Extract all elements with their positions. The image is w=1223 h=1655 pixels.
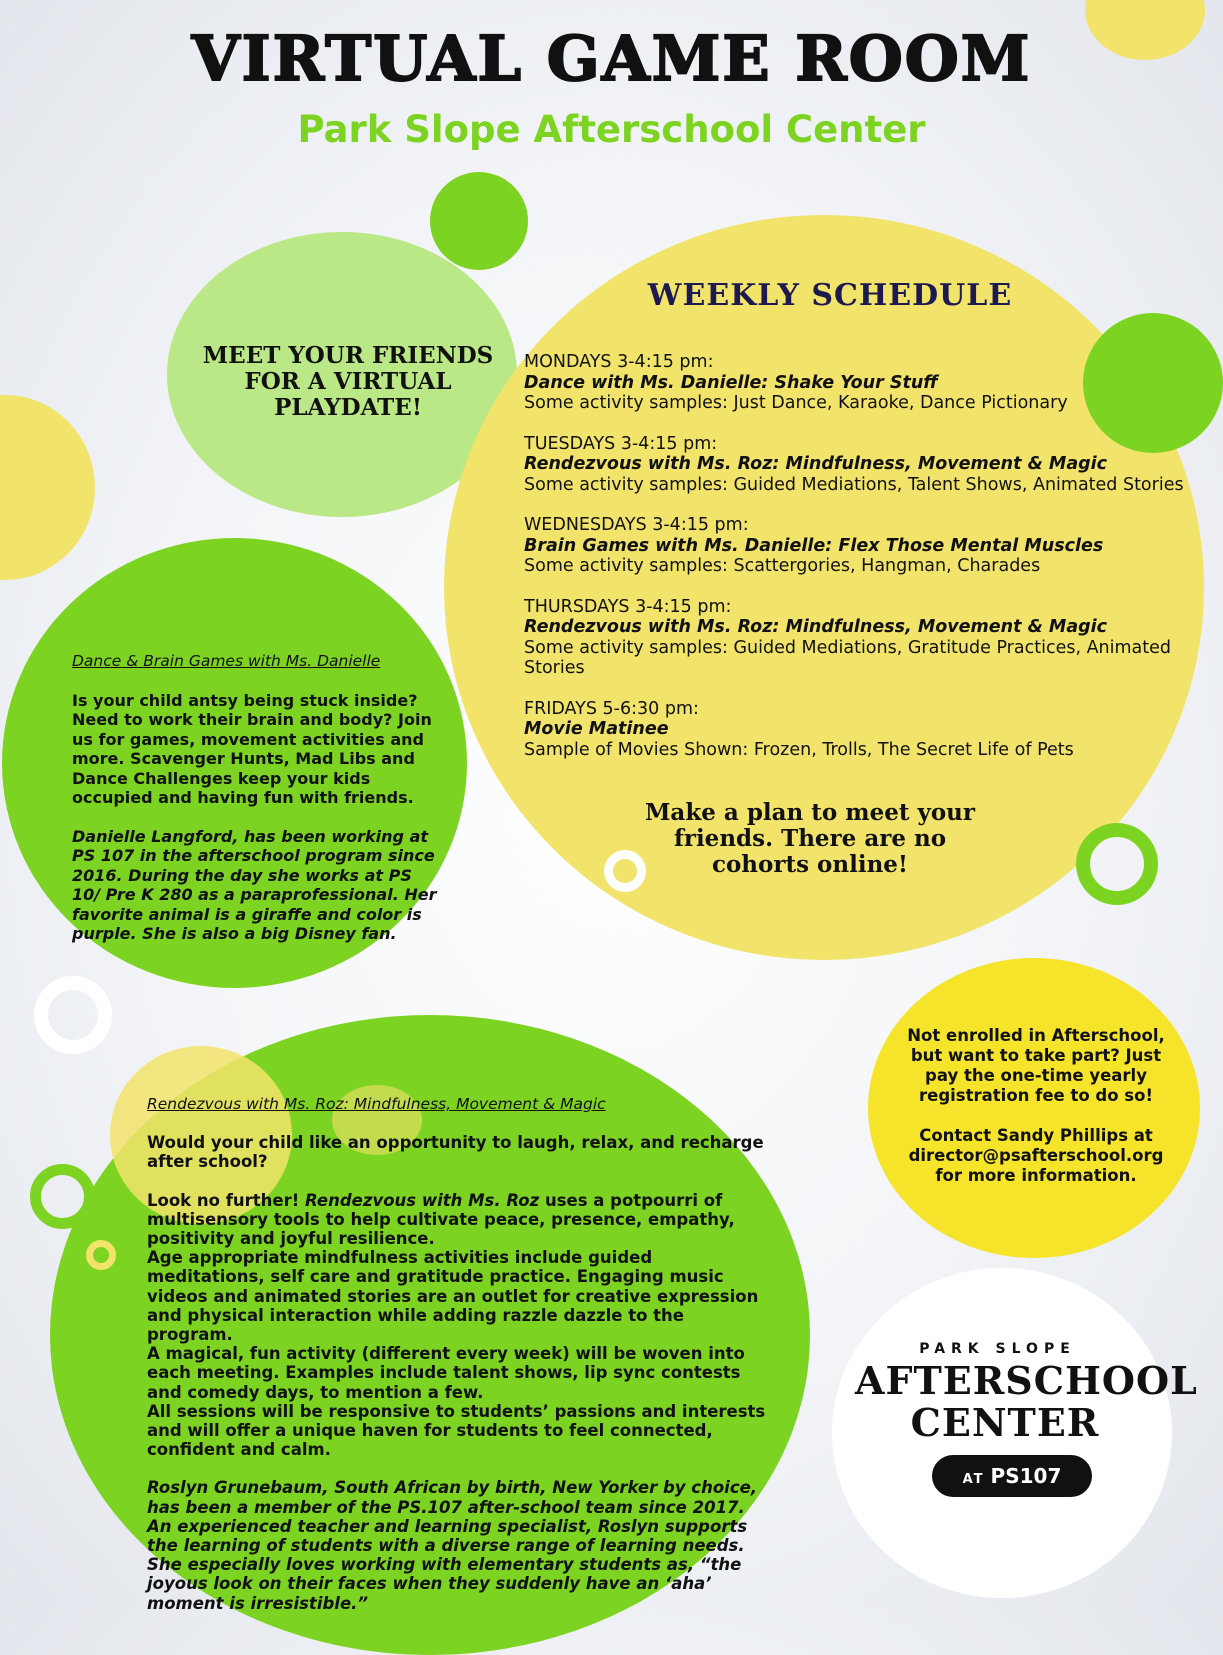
roz-look-rest: uses a potpourri of multisensory tools to help cultivate peace, presence, empathy, positivity and joyful resilience. (147, 1190, 735, 1249)
decor-ring-white-left (34, 976, 112, 1054)
schedule-when: THURSDAYS 3-4:15 pm: (524, 596, 732, 617)
roz-bio: Roslyn Grunebaum, South African by birth, New Yorker by choice, has been a member of the PS.107 after-school team since 2017. An experienced teacher and learning specialist, Roslyn supports the learning of students with a diverse range of learning needs. She especially loves working with elementary students as, “the joyous look on their faces when they suddenly have an ‘aha’ moment is irresistible.” (147, 1478, 758, 1613)
contact-text: Contact Sandy Phillips at director@psafterschool.org for more information. (908, 1126, 1164, 1185)
logo-school: PS107 (990, 1464, 1062, 1488)
enroll-info (905, 1026, 1167, 1206)
decor-circle-left-yellow (0, 395, 95, 580)
danielle-heading: Dance & Brain Games with Ms. Danielle (72, 652, 381, 670)
schedule-samples: Some activity samples: Guided Mediations, Gratitude Practices, Animated Stories (524, 637, 1172, 678)
schedule-list (524, 352, 1204, 780)
roz-question: Would your child like an opportunity to laugh, relax, and recharge after school? (147, 1133, 764, 1172)
schedule-when: FRIDAYS 5-6:30 pm: (524, 698, 699, 719)
logo-line-1: AFTERSCHOOL (855, 1358, 1198, 1403)
schedule-program: Movie Matinee (524, 719, 669, 739)
roz-look-italic: Rendezvous with Ms. Roz (305, 1190, 540, 1210)
decor-ring-yellow-left (86, 1240, 116, 1270)
schedule-when: WEDNESDAYS 3-4:15 pm: (524, 515, 749, 535)
decor-circle-small-green (430, 172, 528, 270)
schedule-program: Dance with Ms. Danielle: Shake Your Stuff (524, 372, 938, 393)
schedule-day-thursday (524, 597, 1204, 679)
logo-at: AT (962, 1472, 985, 1487)
roz-magic: A magical, fun activity (different every week) will be woven into each meeting. Examples include talent shows, lip sync contests and comedy days, to mention a few. (147, 1344, 745, 1402)
decor-ring-green-left (30, 1164, 95, 1229)
roz-section (147, 1095, 767, 1632)
schedule-samples: Some activity samples: Scattergories, Hangman, Charades (524, 556, 1041, 576)
roz-age: Age appropriate mindfulness activities include guided meditations, self care and gratitude practice. Engaging music videos and animated stories are an outlet for creative expression and physical interaction while adding razzle dazzle to the program. (147, 1248, 759, 1345)
schedule-samples: Some activity samples: Just Dance, Karaoke, Dance Pictionary (524, 393, 1068, 413)
page-subtitle: Park Slope Afterschool Center (297, 108, 926, 151)
plan-text: Make a plan to meet your friends. There are no cohorts online! (644, 799, 976, 878)
schedule-title: WEEKLY SCHEDULE (647, 278, 1013, 313)
schedule-program: Rendezvous with Ms. Roz: Mindfulness, Movement & Magic (524, 617, 1108, 637)
danielle-intro: Is your child antsy being stuck inside? Need to work their brain and body? Join us for games, movement activities and more. Scavenger Hunts, Mad Libs and Dance Challenges keep your kids occupied and having fun with friends. (72, 690, 432, 807)
schedule-program: Brain Games with Ms. Danielle: Flex Those Mental Muscles (524, 535, 1104, 556)
page-title: VIRTUAL GAME ROOM (191, 22, 1032, 95)
danielle-bio: Danielle Langford, has been working at PS 107 in the afterschool program since 2016. During the day she works at PS 10/ Pre K 280 as a paraprofessional. Her favorite animal is a giraffe and color is purple. She is also a big Disney fan. (72, 826, 437, 943)
roz-heading: Rendezvous with Ms. Roz: Mindfulness, Movement & Magic (147, 1095, 606, 1113)
schedule-when: MONDAYS 3-4:15 pm: (524, 352, 714, 372)
logo-pill (932, 1455, 1092, 1497)
logo-main-text (855, 1358, 1198, 1445)
logo-line-2: CENTER (910, 1400, 1100, 1445)
schedule-day-tuesday (524, 434, 1204, 496)
roz-look-further (147, 1191, 767, 1249)
roz-sessions: All sessions will be responsive to students’ passions and interests and will offer a unique haven for students to feel connected, confident and calm. (147, 1401, 766, 1460)
roz-look-prefix: Look no further! (147, 1190, 306, 1210)
logo-top-text: PARK SLOPE (919, 1341, 1076, 1357)
danielle-section (72, 652, 442, 963)
schedule-samples: Sample of Movies Shown: Frozen, Trolls, The Secret Life of Pets (524, 739, 1074, 760)
schedule-day-wednesday (524, 515, 1204, 577)
decor-ring-green-right (1076, 823, 1158, 905)
schedule-day-friday (524, 699, 1204, 761)
schedule-program: Rendezvous with Ms. Roz: Mindfulness, Movement & Magic (524, 454, 1108, 474)
enroll-text: Not enrolled in Afterschool, but want to take part? Just pay the one-time yearly registration fee to do so! (907, 1026, 1165, 1105)
meet-friends-text: MEET YOUR FRIENDS FOR A VIRTUAL PLAYDATE! (202, 342, 494, 421)
schedule-when: TUESDAYS 3-4:15 pm: (524, 433, 718, 454)
schedule-samples: Some activity samples: Guided Mediations, Talent Shows, Animated Stories (524, 474, 1184, 495)
schedule-day-monday (524, 352, 1204, 414)
